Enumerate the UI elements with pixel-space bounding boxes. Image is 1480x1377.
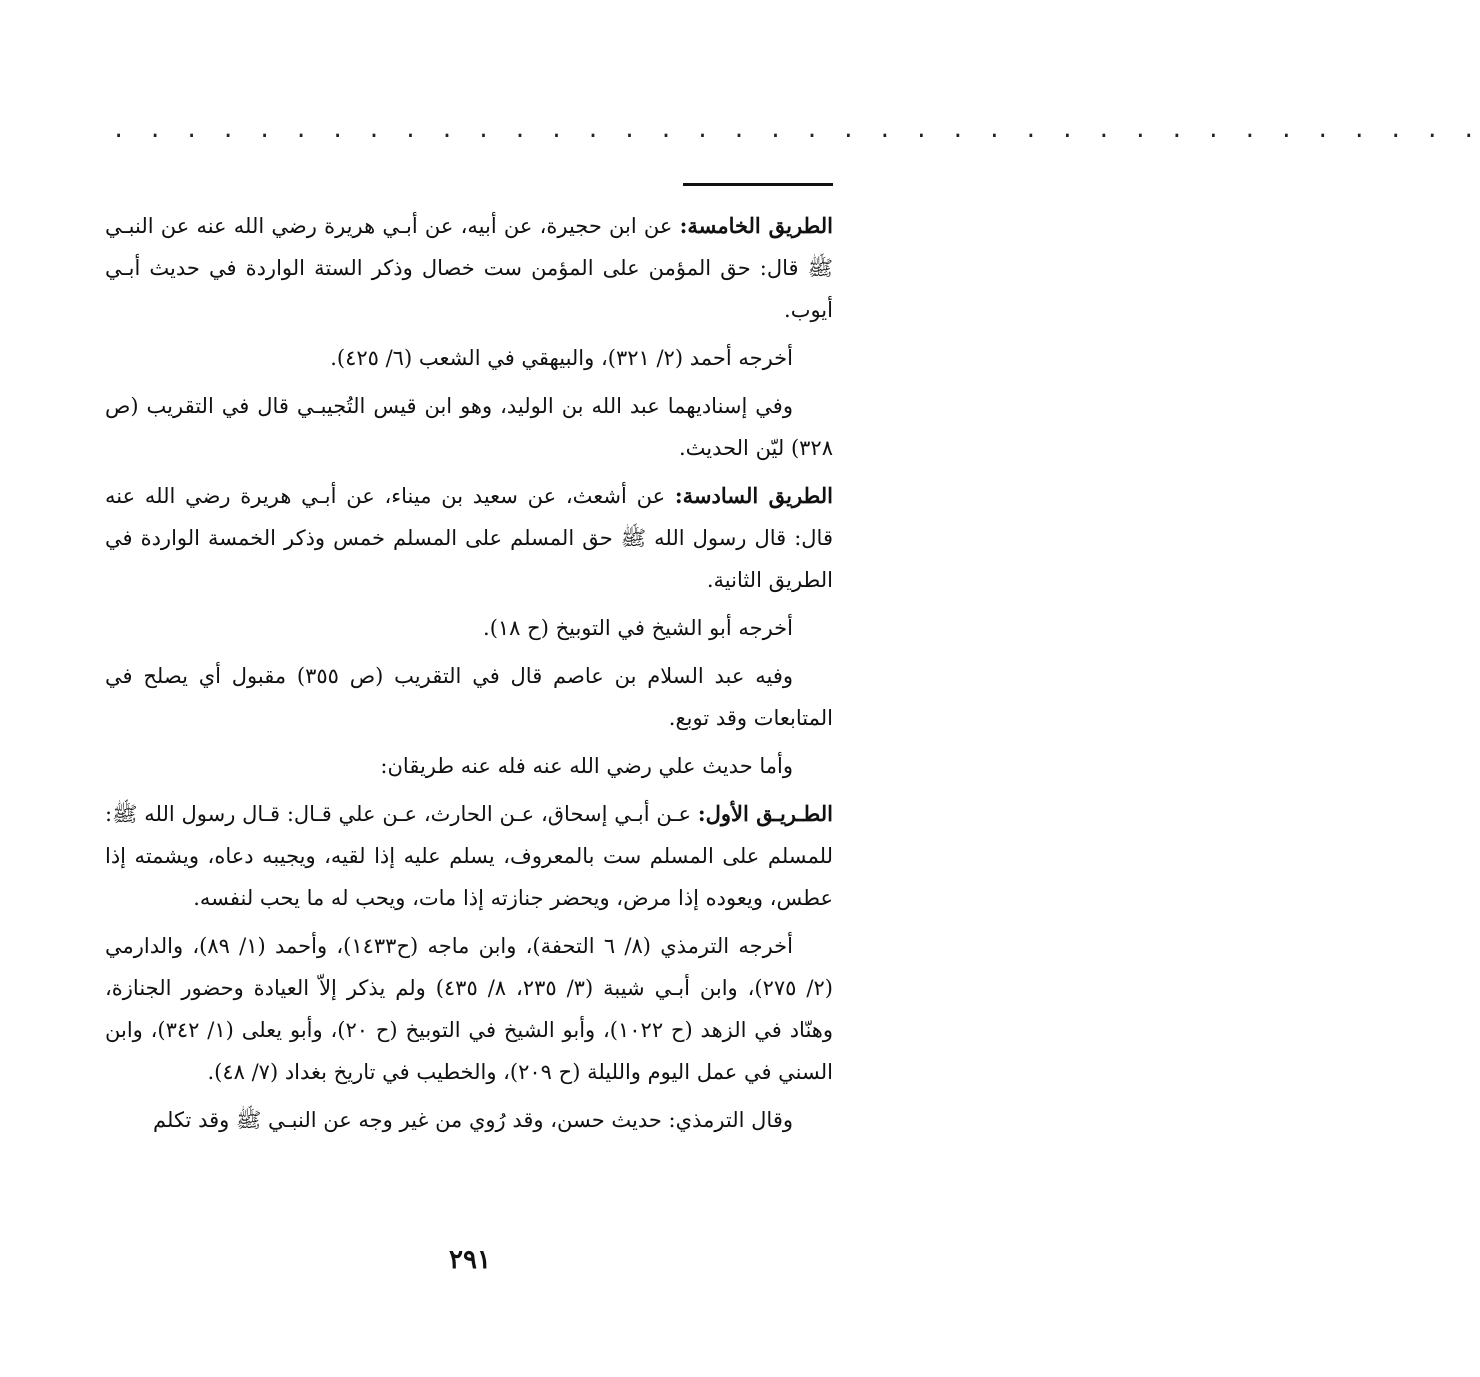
paragraph-heading: الطريق السادسة: (674, 483, 833, 508)
paragraph (105, 475, 833, 601)
footnote-rule (683, 183, 833, 186)
paragraph (105, 205, 833, 331)
page-body (105, 205, 833, 1147)
paragraph (105, 925, 833, 1093)
paragraph (105, 745, 833, 787)
paragraph (105, 793, 833, 919)
paragraph-text: أخرجه الترمذي (٨/ ٦ التحفة)، وابن ماجه (ح١٤٣٣)، وأحمد (١/ ٨٩)، والدارمي (٢/ ٢٧٥)، وابن أبـي شيبة (٣/ ٢٣٥، ٨/ ٤٣٥) ولم يذكر إلاّ العيادة وحضور الجنازة، وهنّاد في الزهد (ح ١٠٢٢)، وأبو الشيخ في التوبيخ (ح ٢٠)، وأبو يعلى (١/ ٣٤٢)، وابن السني في عمل اليوم والليلة (ح ٢٠٩)، والخطيب في تاريخ بغداد (٧/ ٤٨). (105, 934, 833, 1084)
paragraph (105, 1099, 833, 1141)
paragraph (105, 385, 833, 469)
paragraph-text: أخرجه أحمد (٢/ ٣٢١)، والبيهقي في الشعب (٦/ ٤٢٥). (330, 346, 793, 370)
paragraph-text: وأما حديث علي رضي الله عنه فله عنه طريقان: (380, 754, 793, 778)
paragraph-text: وفي إسناديهما عبد الله بن الوليد، وهو ابن قيس التُجيبـي قال في التقريب (ص ٣٢٨) ليّن الحديث. (105, 394, 833, 460)
paragraph-heading: الطـريـق الأول: (697, 801, 834, 826)
paragraph-text: وفيه عبد السلام بن عاصم قال في التقريب (ص ٣٥٥) مقبول أي يصلح في المتابعات وقد توبع. (105, 664, 833, 730)
paragraph-text: أخرجه أبو الشيخ في التوبيخ (ح ١٨). (483, 616, 793, 640)
paragraph-text: عن ابن حجيرة، عن أبيه، عن أبـي هريرة رضي الله عنه عن النبـي ﷺ قال: حق المؤمن على المؤمن ست خصال وذكر الستة الواردة في حديث أبـي أيوب. (105, 214, 833, 322)
page-number: ٢٩١ (449, 1245, 491, 1275)
paragraph (105, 337, 833, 379)
dotted-separator: . . . . . . . . . . . . . . . . . . . . . . . . . . . . . . . . . . . . . . (112, 118, 1480, 143)
paragraph-text: وقال الترمذي: حديث حسن، وقد رُوي من غير وجه عن النبـي ﷺ وقد تكلم (153, 1108, 793, 1132)
paragraph-heading: الطريق الخامسة: (679, 213, 833, 238)
paragraph (105, 607, 833, 649)
paragraph-text: عن أشعث، عن سعيد بن ميناء، عن أبـي هريرة رضي الله عنه قال: قال رسول الله ﷺ حق المسلم على المسلم خمس وذكر الخمسة الواردة في الطريق الثانية. (105, 484, 833, 592)
paragraph (105, 655, 833, 739)
paragraph-text: عـن أبـي إسحاق، عـن الحارث، عـن علي قـال: قـال رسول الله ﷺ: للمسلم على المسلم ست بالمعروف، يسلم عليه إذا لقيه، ويجيبه دعاه، ويشمته إذا عطس، ويعوده إذا مرض، ويحضر جنازته إذا مات، ويحب له ما يحب لنفسه. (105, 802, 833, 910)
